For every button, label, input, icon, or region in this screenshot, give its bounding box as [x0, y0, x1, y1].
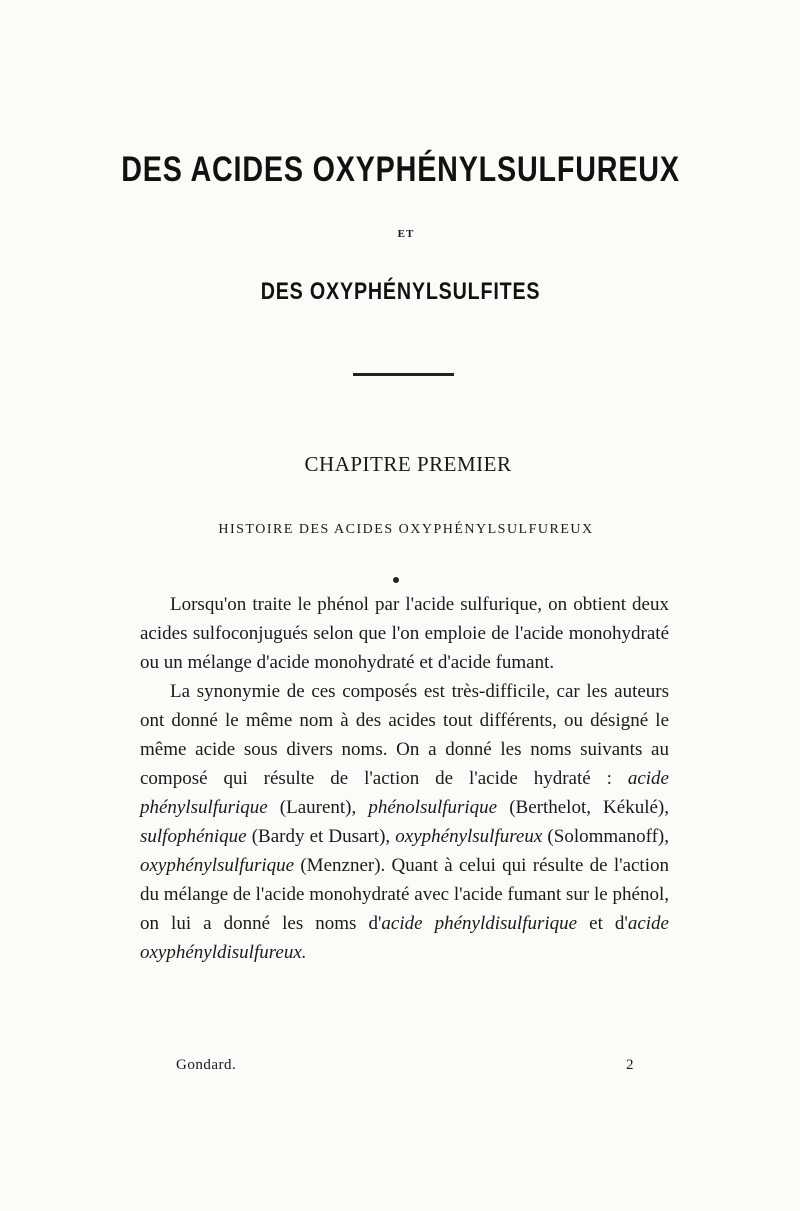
title-connector: ET	[397, 228, 415, 240]
p2-text-1: La synonymie de ces composés est très-difficile, car les auteurs ont donné le même nom à des acides tout différents, ou désigné le même acide sous divers noms. On a donné les noms suivants au composé qui résulte de l'action de l'acide hydraté :	[140, 681, 669, 789]
divider-rule	[353, 373, 454, 376]
p2-text-3: (Berthelot, Kékulé),	[497, 797, 669, 818]
paragraph-1	[140, 590, 669, 677]
paragraph-1-text: Lorsqu'on traite le phénol par l'acide sulfurique, on obtient deux acides sulfoconjugués selon que l'on emploie de l'acide monohydraté ou un mélange d'acide monohydraté et d'acide fumant.	[140, 594, 669, 673]
p2-text-5: (Solommanoff),	[542, 826, 669, 847]
page-number: 2	[626, 1057, 634, 1073]
ornament-dot	[393, 577, 399, 583]
sub-title: DES OXYPHÉNYLSULFITES	[260, 278, 541, 305]
p2-text-4: (Bardy et Dusart),	[246, 826, 396, 847]
body-text	[140, 590, 669, 967]
main-title: DES ACIDES OXYPHÉNYLSULFUREUX	[121, 150, 680, 189]
p2-term-1: acide phénylsulfurique	[140, 768, 669, 818]
p2-text-6: (Menzner). Quant à celui qui résulte de l'action du mélange de l'acide monohydraté avec l'acide fumant sur le phénol, on lui a donné les noms d'	[140, 855, 669, 934]
p2-text-7: et d'	[577, 913, 628, 934]
p2-term-5: oxyphénylsulfurique	[140, 855, 295, 876]
chapter-subtitle: HISTOIRE DES ACIDES OXYPHÉNYLSULFUREUX	[218, 522, 594, 537]
p2-term-3: sulfophénique	[140, 826, 247, 847]
p2-term-7: acide oxyphényldisulfureux.	[140, 913, 669, 963]
footer-signature: Gondard.	[176, 1057, 237, 1073]
p2-term-4: oxyphénylsulfureux	[395, 826, 543, 847]
p2-term-2: phénolsulfurique	[368, 797, 498, 818]
p2-term-6: acide phényldisulfurique	[381, 913, 578, 934]
p2-text-2: (Laurent),	[267, 797, 369, 818]
paragraph-2	[140, 677, 669, 967]
chapter-title: CHAPITRE PREMIER	[304, 452, 512, 476]
